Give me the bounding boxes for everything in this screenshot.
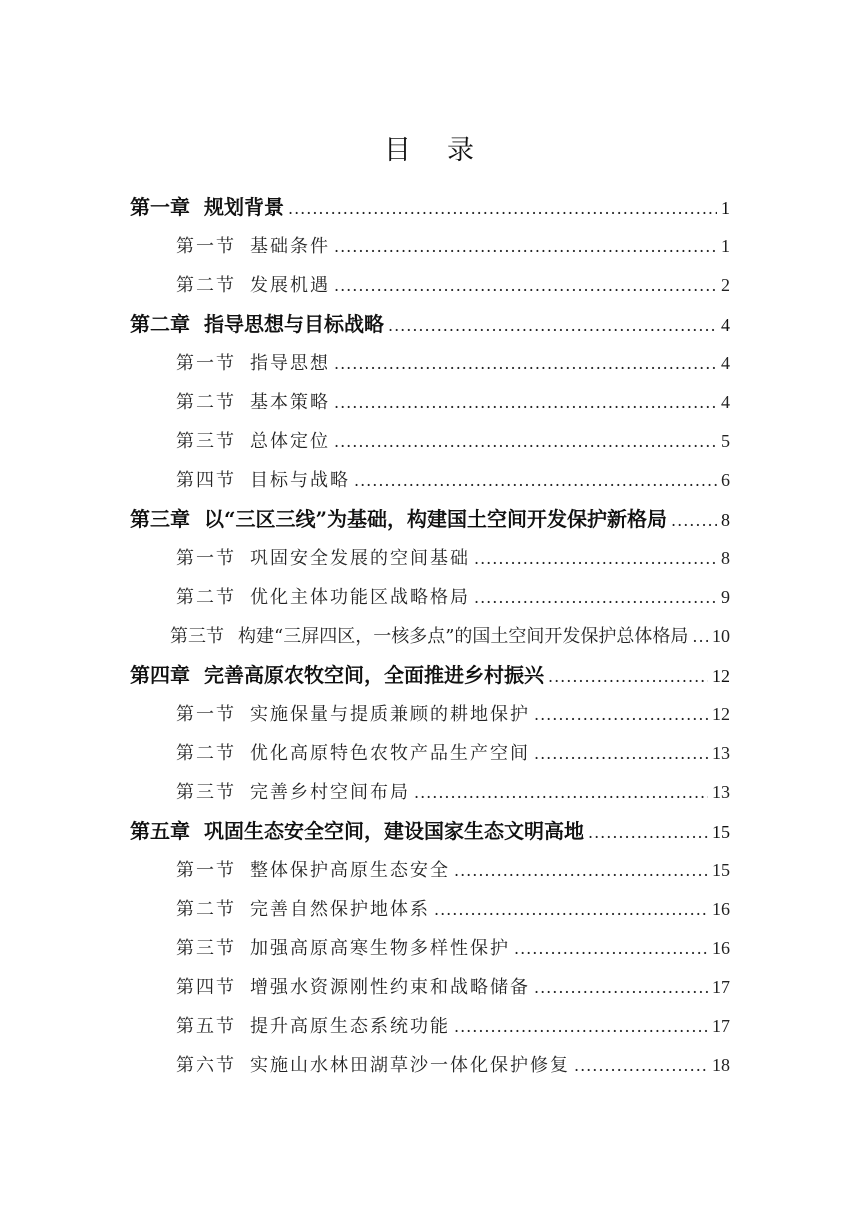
entry-text: 基础条件 — [250, 236, 330, 257]
entry-text: 优化高原特色农牧产品生产空间 — [250, 743, 530, 764]
toc-section-entry[interactable] — [130, 617, 730, 656]
toc-chapter-entry[interactable] — [130, 305, 730, 344]
entry-number: 第一章 — [130, 195, 190, 219]
entry-label — [176, 266, 330, 305]
toc-section-entry[interactable] — [130, 461, 730, 500]
entry-number: 第二节 — [176, 275, 236, 296]
entry-text: 目标与战略 — [250, 470, 350, 491]
entry-page-number: 2 — [721, 275, 730, 295]
entry-page-number: 16 — [712, 899, 730, 919]
entry-label — [176, 890, 430, 929]
entry-text: 以“三区三线”为基础，构建国土空间开发保护新格局 — [204, 507, 668, 531]
entry-page-number: 12 — [712, 666, 730, 686]
entry-page-number: 1 — [721, 236, 730, 256]
entry-label — [176, 344, 330, 383]
entry-text: 总体定位 — [250, 431, 330, 452]
dot-leader — [334, 383, 717, 422]
entry-text: 构建“三屏四区，一核多点”的国土空间开发保护总体格局 — [238, 626, 689, 647]
toc-section-entry[interactable] — [130, 890, 730, 929]
entry-text: 完善高原农牧空间，全面推进乡村振兴 — [204, 663, 544, 687]
entry-page-number: 12 — [712, 704, 730, 724]
entry-page-number: 15 — [712, 860, 730, 880]
entry-text: 发展机遇 — [250, 275, 330, 296]
entry-page-number: 17 — [712, 977, 730, 997]
dot-leader — [288, 189, 717, 227]
entry-number: 第一节 — [176, 548, 236, 569]
entry-text: 整体保护高原生态安全 — [250, 860, 450, 881]
entry-page-number: 4 — [721, 315, 730, 335]
toc-section-entry[interactable] — [130, 383, 730, 422]
entry-number: 第三节 — [170, 626, 224, 647]
entry-label — [176, 968, 530, 1007]
entry-page-number: 4 — [721, 392, 730, 412]
entry-number: 第二节 — [176, 743, 236, 764]
dot-leader — [474, 539, 717, 578]
entry-label — [130, 656, 544, 695]
dot-leader — [414, 773, 708, 812]
entry-number: 第六节 — [176, 1055, 236, 1076]
dot-leader — [474, 578, 717, 617]
entry-label — [176, 929, 510, 968]
entry-label — [130, 500, 667, 539]
entry-number: 第三节 — [176, 431, 236, 452]
toc-section-entry[interactable] — [130, 695, 730, 734]
toc-section-entry[interactable] — [130, 1007, 730, 1046]
toc-list — [130, 188, 730, 1085]
dot-leader — [671, 501, 717, 539]
toc-chapter-entry[interactable] — [130, 812, 730, 851]
dot-leader — [514, 929, 708, 968]
entry-label — [130, 188, 284, 227]
entry-text: 增强水资源刚性约束和战略储备 — [250, 977, 530, 998]
dot-leader — [388, 306, 717, 344]
entry-number: 第四章 — [130, 663, 190, 687]
entry-text: 完善乡村空间布局 — [250, 782, 410, 803]
entry-page-number: 4 — [721, 353, 730, 373]
toc-section-entry[interactable] — [130, 929, 730, 968]
dot-leader — [548, 657, 708, 695]
dot-leader — [434, 890, 708, 929]
entry-page-number: 1 — [721, 198, 730, 218]
toc-chapter-entry[interactable] — [130, 656, 730, 695]
entry-text: 完善自然保护地体系 — [250, 899, 430, 920]
entry-number: 第一节 — [176, 860, 236, 881]
entry-label — [176, 1046, 570, 1085]
entry-number: 第三章 — [130, 507, 190, 531]
entry-page-number: 6 — [721, 470, 730, 490]
entry-number: 第二节 — [176, 899, 236, 920]
entry-label — [176, 773, 410, 812]
toc-section-entry[interactable] — [130, 851, 730, 890]
toc-section-entry[interactable] — [130, 227, 730, 266]
entry-label — [176, 422, 330, 461]
entry-text: 实施保量与提质兼顾的耕地保护 — [250, 704, 530, 725]
entry-label — [176, 851, 450, 890]
entry-page-number: 15 — [712, 822, 730, 842]
entry-text: 加强高原高寒生物多样性保护 — [250, 938, 510, 959]
entry-page-number: 10 — [712, 626, 730, 646]
dot-leader — [354, 461, 717, 500]
entry-label — [176, 734, 530, 773]
entry-text: 规划背景 — [204, 195, 284, 219]
entry-label — [176, 695, 530, 734]
entry-number: 第三节 — [176, 938, 236, 959]
dot-leader — [574, 1046, 708, 1085]
dot-leader — [334, 227, 717, 266]
toc-section-entry[interactable] — [130, 578, 730, 617]
entry-number: 第四节 — [176, 977, 236, 998]
entry-page-number: 16 — [712, 938, 730, 958]
entry-label — [176, 461, 350, 500]
entry-label — [130, 305, 384, 344]
entry-number: 第二章 — [130, 312, 190, 336]
dot-leader — [334, 266, 717, 305]
entry-number: 第一节 — [176, 236, 236, 257]
dot-leader — [534, 968, 708, 1007]
entry-number: 第三节 — [176, 782, 236, 803]
entry-page-number: 8 — [721, 510, 730, 530]
toc-section-entry[interactable] — [130, 968, 730, 1007]
entry-page-number: 13 — [712, 782, 730, 802]
entry-label — [176, 227, 330, 266]
entry-page-number: 18 — [712, 1055, 730, 1075]
entry-label — [176, 578, 470, 617]
entry-page-number: 9 — [721, 587, 730, 607]
entry-number: 第二节 — [176, 392, 236, 413]
dot-leader — [588, 813, 708, 851]
dot-leader — [334, 422, 717, 461]
entry-text: 巩固安全发展的空间基础 — [250, 548, 470, 569]
entry-text: 指导思想与目标战略 — [204, 312, 384, 336]
entry-page-number: 5 — [721, 431, 730, 451]
toc-section-entry[interactable] — [130, 266, 730, 305]
entry-text: 提升高原生态系统功能 — [250, 1016, 450, 1037]
dot-leader — [534, 695, 708, 734]
entry-number: 第五节 — [176, 1016, 236, 1037]
entry-text: 指导思想 — [250, 353, 330, 374]
entry-text: 优化主体功能区战略格局 — [250, 587, 470, 608]
toc-title-text: 目 录 — [384, 135, 476, 166]
entry-label — [130, 812, 584, 851]
entry-label — [176, 383, 330, 422]
entry-number: 第二节 — [176, 587, 236, 608]
toc-section-entry[interactable] — [130, 422, 730, 461]
entry-label — [170, 617, 688, 656]
entry-number: 第五章 — [130, 819, 190, 843]
toc-chapter-entry[interactable] — [130, 188, 730, 227]
entry-label — [176, 1007, 450, 1046]
dot-leader — [454, 851, 708, 890]
entry-label — [176, 539, 470, 578]
toc-section-entry[interactable] — [130, 734, 730, 773]
toc-section-entry[interactable] — [130, 1046, 730, 1085]
entry-number: 第一节 — [176, 704, 236, 725]
dot-leader — [454, 1007, 708, 1046]
dot-leader — [334, 344, 717, 383]
toc-section-entry[interactable] — [130, 773, 730, 812]
entry-text: 实施山水林田湖草沙一体化保护修复 — [250, 1055, 570, 1076]
entry-text: 基本策略 — [250, 392, 330, 413]
entry-text: 巩固生态安全空间，建设国家生态文明高地 — [204, 819, 584, 843]
entry-page-number: 13 — [712, 743, 730, 763]
dot-leader — [692, 617, 708, 656]
entry-page-number: 8 — [721, 548, 730, 568]
entry-number: 第四节 — [176, 470, 236, 491]
toc-chapter-entry[interactable] — [130, 500, 730, 539]
toc-section-entry[interactable] — [130, 344, 730, 383]
dot-leader — [534, 734, 708, 773]
toc-section-entry[interactable] — [130, 539, 730, 578]
entry-number: 第一节 — [176, 353, 236, 374]
entry-page-number: 17 — [712, 1016, 730, 1036]
toc-title — [0, 128, 860, 167]
